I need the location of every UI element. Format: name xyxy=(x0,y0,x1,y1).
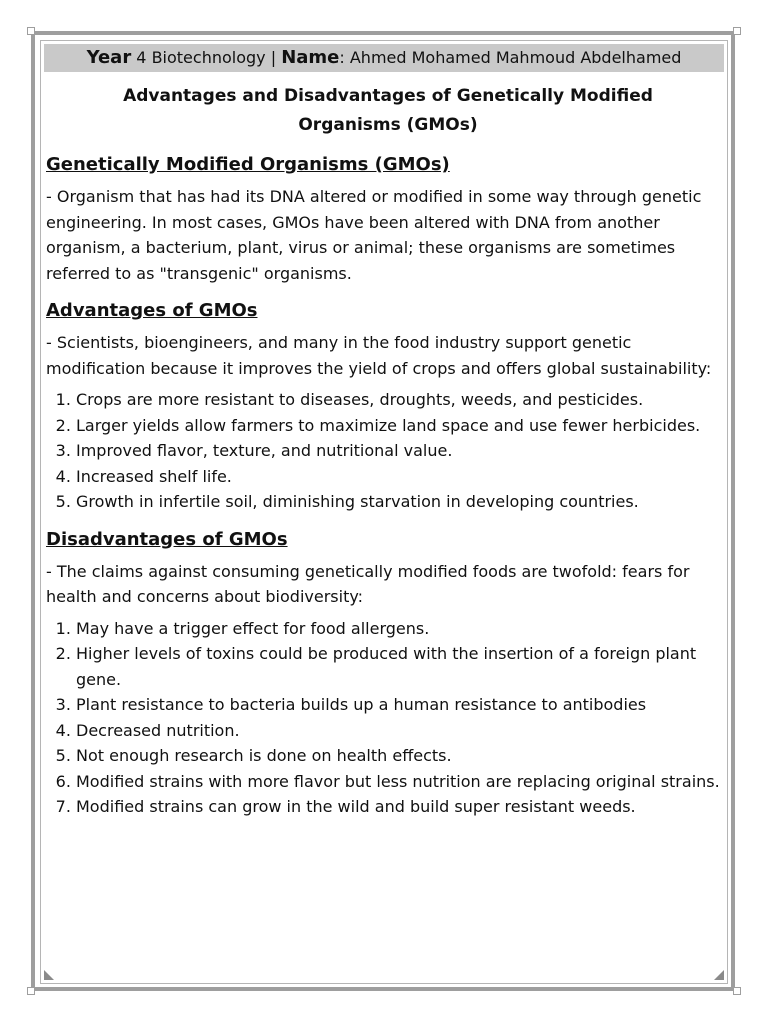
section-heading-gmos: Genetically Modified Organisms (GMOs) xyxy=(46,154,450,175)
gmo-definition: - Organism that has had its DNA altered or modified in some way through genetic engineering. In most cases, GMOs have been altered with DNA from another organism, a bacterium, plant, virus or animal; these organisms are sometimes referred to as "transgenic" organisms. xyxy=(46,187,702,283)
corner-ornament-bottom-left xyxy=(27,987,35,995)
list-item: 4. Decreased nutrition. xyxy=(76,718,730,744)
section-heading-advantages: Advantages of GMOs xyxy=(46,300,258,321)
corner-ornament-top-right xyxy=(733,27,741,35)
corner-triangle-bottom-right xyxy=(714,970,724,980)
document-title: Advantages and Disadvantages of Genetically Modified Organisms (GMOs) xyxy=(123,86,653,135)
list-item: 7. Modified strains can grow in the wild and build super resistant weeds. xyxy=(76,794,730,820)
year-label: Year xyxy=(86,47,132,68)
disadvantages-intro: - The claims against consuming genetically modified foods are twofold: fears for health and concerns about biodiversity: xyxy=(46,561,690,606)
list-item: 6. Modified strains with more flavor but less nutrition are replacing original strains. xyxy=(76,769,730,795)
section-disadvantages xyxy=(46,527,730,820)
disadvantages-list xyxy=(46,616,730,820)
section-heading-disadvantages: Disadvantages of GMOs xyxy=(46,528,288,550)
list-item: 1. May have a trigger effect for food allergens. xyxy=(76,616,730,642)
name-value: : Ahmed Mohamed Mahmoud Abdelhamed xyxy=(339,48,682,67)
list-item: 3. Plant resistance to bacteria builds up a human resistance to antibodies xyxy=(76,692,730,718)
document-body xyxy=(46,82,730,820)
list-item: 3. Improved flavor, texture, and nutritional value. xyxy=(76,438,730,464)
list-item: 5. Not enough research is done on health effects. xyxy=(76,743,730,769)
list-item: 5. Growth in infertile soil, diminishing starvation in developing countries. xyxy=(76,489,730,515)
list-item: 4. Increased shelf life. xyxy=(76,464,730,490)
corner-triangle-bottom-left xyxy=(44,970,54,980)
year-value: 4 Biotechnology | xyxy=(136,48,277,67)
corner-ornament-top-left xyxy=(27,27,35,35)
advantages-list xyxy=(46,387,730,515)
list-item: 2. Higher levels of toxins could be produced with the insertion of a foreign plant gene. xyxy=(76,641,730,692)
section-advantages xyxy=(46,298,730,515)
section-gmos xyxy=(46,152,730,286)
list-item: 1. Crops are more resistant to diseases, droughts, weeds, and pesticides. xyxy=(76,387,730,413)
list-item: 2. Larger yields allow farmers to maximize land space and use fewer herbicides. xyxy=(76,413,730,439)
advantages-intro: - Scientists, bioengineers, and many in the food industry support genetic modification because it improves the yield of crops and offers global sustainability: xyxy=(46,333,712,378)
student-header xyxy=(44,44,724,72)
corner-ornament-bottom-right xyxy=(733,987,741,995)
name-label: Name xyxy=(281,47,340,68)
